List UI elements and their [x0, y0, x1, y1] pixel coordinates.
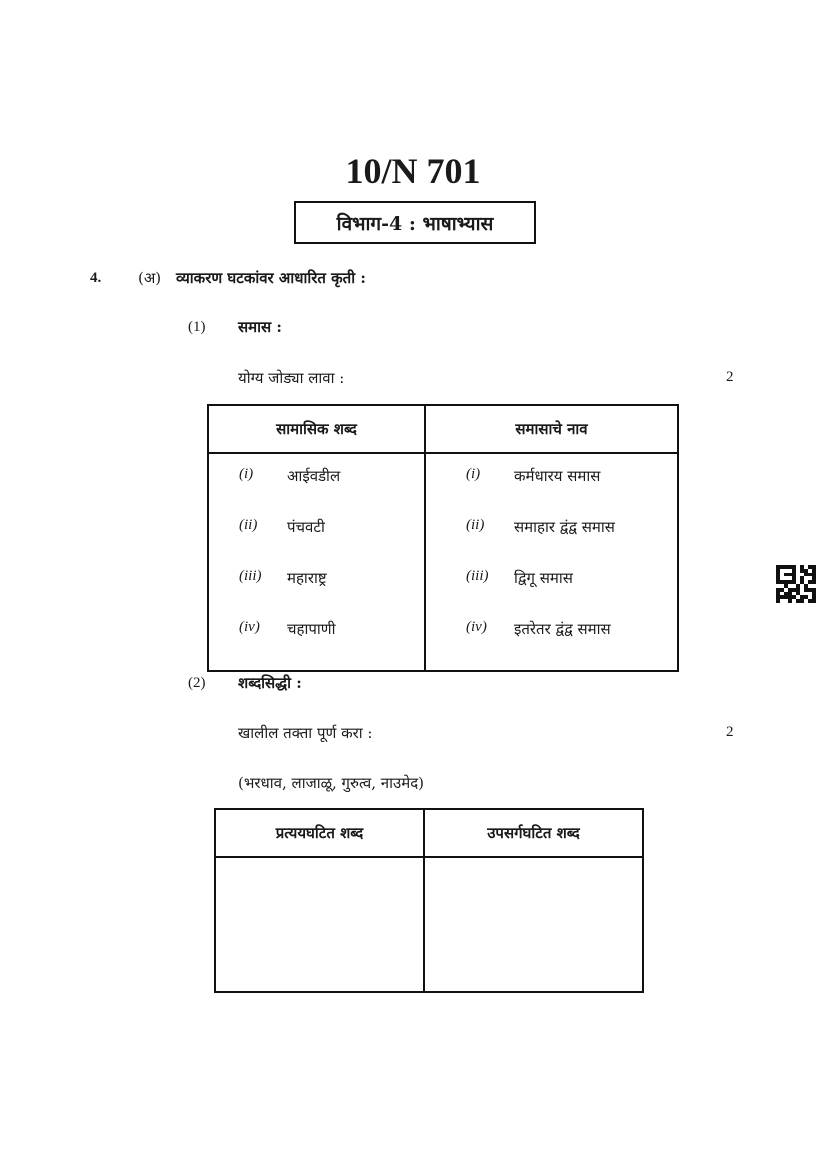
question-part-title: व्याकरण घटकांवर आधारित कृती : [175, 269, 366, 287]
question-part [138, 268, 366, 288]
section-heading: विभाग-4 : भाषाभ्यास [294, 201, 536, 244]
list-item: (iv) इतरेतर द्वंद्व समास [466, 619, 611, 638]
qr-code-icon [776, 565, 816, 603]
sub2-marks: 2 [726, 724, 734, 740]
question-part-label: (अ) [138, 269, 162, 287]
sub2-number: (2) [188, 675, 206, 691]
sub1-number: (1) [188, 319, 206, 335]
sub2-word-bank: (भरधाव, लाजाळू, गुरुत्व, नाउमेद) [238, 774, 425, 792]
samas-left-list [209, 454, 424, 670]
list-item: (i) आईवडील [239, 466, 341, 485]
sub2-instruction: खालील तक्ता पूर्ण करा : [238, 724, 373, 742]
list-item: (iii) महाराष्ट्र [239, 568, 327, 587]
shabdasiddhi-left-header: प्रत्ययघटित शब्द [215, 809, 424, 857]
samas-right-header: समासाचे नाव [425, 405, 678, 453]
list-item: (iii) द्विगू समास [466, 568, 573, 587]
list-item: (iv) चहापाणी [239, 619, 336, 638]
sub1-instruction: योग्य जोड्या लावा : [238, 369, 345, 387]
answer-cell-left[interactable] [215, 857, 424, 992]
samas-match-table [207, 404, 679, 672]
sub1-marks: 2 [726, 369, 734, 385]
list-item: (ii) पंचवटी [239, 517, 325, 536]
answer-cell-right[interactable] [424, 857, 643, 992]
paper-code: 10/N 701 [345, 151, 481, 191]
list-item: (ii) समाहार द्वंद्व समास [466, 517, 615, 536]
samas-right-list [426, 454, 677, 670]
sub2-title: शब्दसिद्धी : [238, 674, 302, 692]
list-item: (i) कर्मधारय समास [466, 466, 601, 485]
shabdasiddhi-table [214, 808, 644, 993]
shabdasiddhi-right-header: उपसर्गघटित शब्द [424, 809, 643, 857]
sub1-title: समास : [238, 318, 282, 336]
question-number: 4. [90, 270, 102, 286]
samas-left-header: सामासिक शब्द [208, 405, 425, 453]
